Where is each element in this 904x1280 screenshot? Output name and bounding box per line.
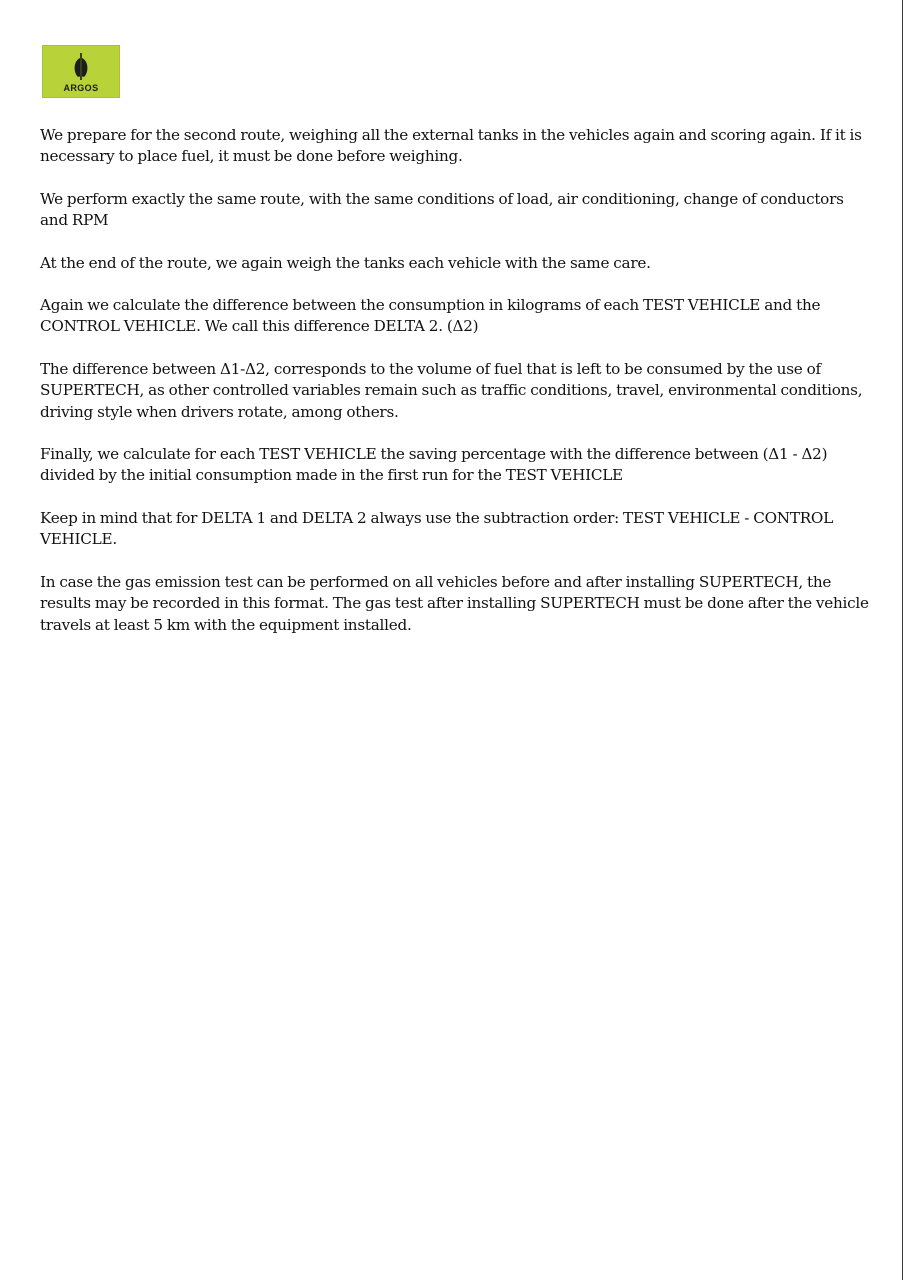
paragraph-saving-percentage: Finally, we calculate for each TEST VEHICLE the saving percentage with the difference between (Δ1 - Δ2) divided by the initial consumption made in the first run for the TEST VEHICLE (40, 445, 828, 485)
paragraph-second-route: We prepare for the second route, weighing all the external tanks in the vehicles again and scoring again. If it is necessary to place fuel, it must be done before weighing. (40, 126, 862, 166)
document-body (40, 125, 870, 657)
paragraph-delta-difference: The difference between Δ1-Δ2, corresponds to the volume of fuel that is left to be consumed by the use of SUPERTECH, as other controlled variables remain such as traffic conditions, travel, environmental conditions, driving style when drivers rotate, among others. (40, 359, 863, 421)
page-edge-divider (902, 0, 903, 1280)
paragraph-subtraction-order: Keep in mind that for DELTA 1 and DELTA 2 always use the subtraction order: TEST VEHICLE - CONTROL VEHICLE. (40, 508, 833, 549)
paragraph-same-route: We perform exactly the same route, with the same conditions of load, air conditioning, change of conductors and RPM (40, 189, 844, 230)
paragraph-gas-emission-test: In case the gas emission test can be performed on all vehicles before and after installing SUPERTECH, the results may be recorded in this format. The gas test after installing SUPERTECH must be done after the vehicle travels at least 5 km with the equipment installed. (40, 572, 869, 634)
logo-wordmark: ARGOS (63, 83, 99, 93)
paragraph-delta-2: Again we calculate the difference between the consumption in kilograms of each TEST VEHICLE and the CONTROL VEHICLE. We call this difference DELTA 2. (Δ2) (40, 296, 821, 336)
paragraph-weigh-tanks: At the end of the route, we again weigh the tanks each vehicle with the same care. (40, 253, 651, 272)
argos-logo (42, 45, 120, 98)
argos-emblem-icon (68, 52, 94, 82)
